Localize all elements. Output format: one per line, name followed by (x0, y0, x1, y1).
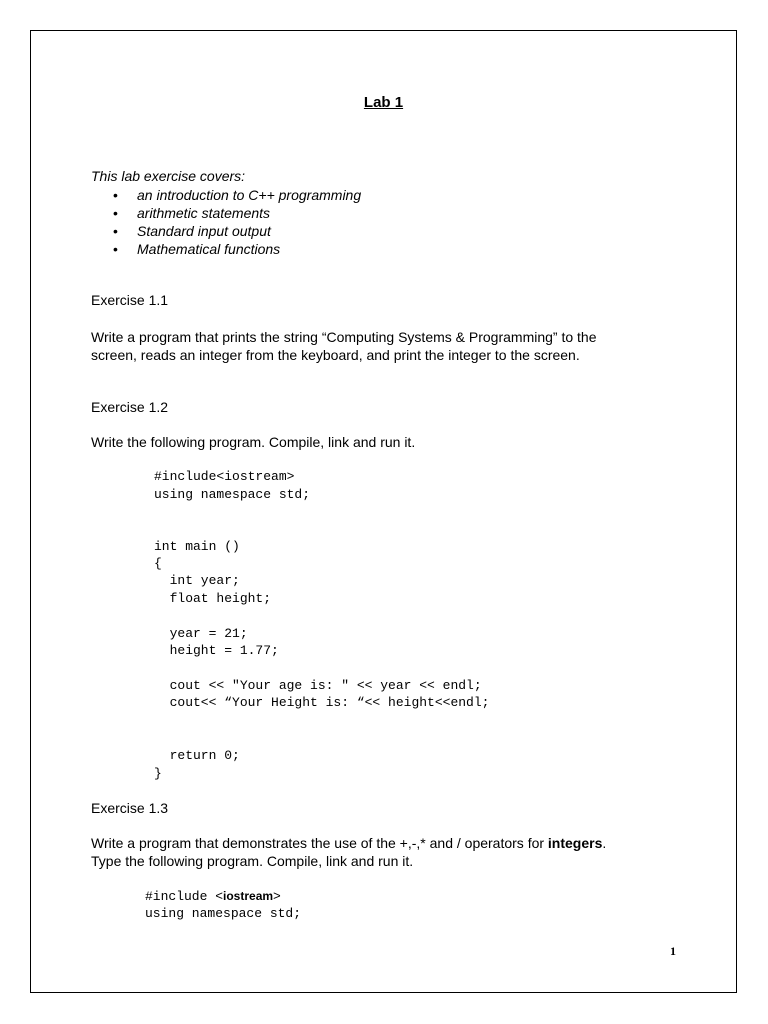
page-title: Lab 1 (363, 94, 404, 111)
code-line: cout<< “Your Height is: “<< height<<endl; (154, 695, 490, 710)
list-item: • Standard input output (113, 223, 271, 239)
document-page (30, 30, 737, 993)
list-item: • arithmetic statements (113, 205, 271, 221)
code-line: using namespace std; (145, 906, 302, 921)
exercise-1-2-heading: Exercise 1.2 (91, 399, 169, 415)
code-line: height = 1.77; (154, 643, 279, 658)
exercise-1-3-text-line: Write a program that demonstrates the use of the +,-,* and / operators for integers. (91, 835, 607, 851)
exercise-1-1-text-line: screen, reads an integer from the keyboard, and print the integer to the screen. (91, 347, 580, 363)
list-item: • Mathematical functions (113, 241, 281, 257)
exercise-1-3-heading: Exercise 1.3 (91, 800, 169, 816)
exercise-1-1-text-line: Write a program that prints the string “Computing Systems & Programming” to the (91, 329, 597, 345)
topic-list (113, 186, 361, 258)
page-number: 1 (670, 944, 676, 958)
code-line: int year; (154, 573, 240, 588)
code-line: #include <iostream> (145, 889, 281, 904)
bullet-icon: • (113, 241, 118, 257)
bullet-icon: • (113, 205, 118, 221)
code-line: year = 21; (154, 626, 248, 641)
code-line: int main () (154, 539, 240, 554)
code-line: cout << "Your age is: " << year << endl; (154, 678, 482, 693)
code-line: return 0; (154, 748, 240, 763)
exercise-1-3-text-line: Type the following program. Compile, link and run it. (91, 853, 414, 869)
code-line: } (154, 766, 162, 781)
bullet-icon: • (113, 223, 118, 239)
intro-text: This lab exercise covers: (91, 168, 246, 184)
exercise-1-1-heading: Exercise 1.1 (91, 292, 169, 308)
code-line: { (154, 556, 162, 571)
code-line: #include<iostream> (154, 469, 295, 484)
code-line: float height; (154, 591, 272, 606)
list-item: • an introduction to C++ programming (113, 187, 362, 203)
code-line: using namespace std; (154, 487, 311, 502)
bullet-icon: • (113, 187, 118, 203)
exercise-1-2-text: Write the following program. Compile, link and run it. (91, 434, 416, 450)
